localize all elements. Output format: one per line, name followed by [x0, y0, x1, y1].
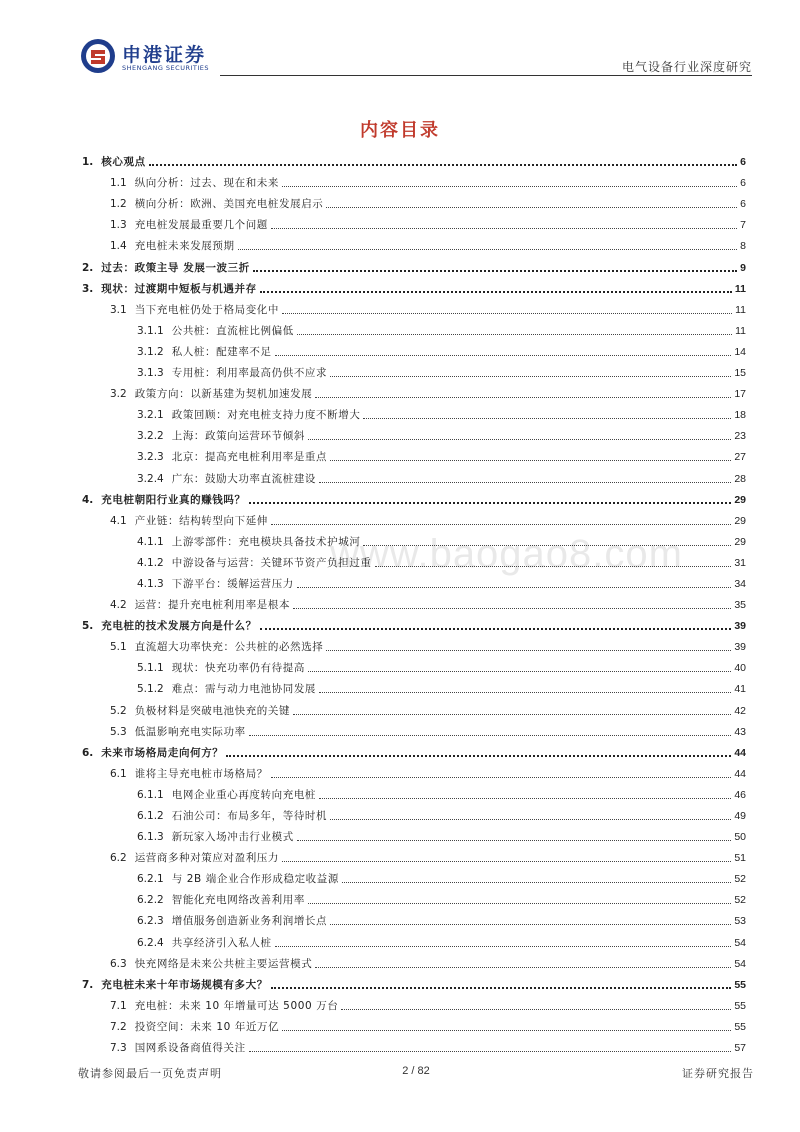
toc-entry-title: 过去：政策主导 发展一波三折 — [101, 261, 250, 274]
toc-entry-page: 27 — [734, 451, 746, 464]
toc-entry-title: 低温影响充电实际功率 — [134, 725, 246, 738]
toc-entry-number: 1.2 — [110, 198, 127, 211]
toc-entry-number: 6.2.2 — [137, 894, 164, 907]
toc-entry-number: 5.2 — [110, 704, 127, 717]
toc-entry[interactable] — [82, 148, 746, 169]
toc-entry[interactable] — [82, 907, 746, 928]
toc-entry-number: 7.3 — [110, 1042, 127, 1055]
toc-entry-page: 8 — [740, 240, 746, 253]
toc-entry-title: 共享经济引入私人桩 — [171, 936, 272, 949]
toc-dot-leader — [271, 985, 732, 989]
toc-dot-leader — [319, 690, 731, 693]
logo-english-name: SHENGANG SECURITIES — [122, 64, 210, 72]
toc-dot-leader — [341, 1007, 731, 1010]
toc-dot-leader — [271, 522, 731, 525]
toc-dot-leader — [308, 901, 731, 904]
toc-entry-title: 政策回顾：对充电桩支持力度不断增大 — [171, 409, 361, 422]
toc-entry-number: 5. — [82, 620, 94, 633]
toc-entry-page: 29 — [734, 535, 746, 548]
toc-entry-page: 55 — [734, 999, 746, 1012]
toc-entry[interactable] — [82, 886, 746, 907]
toc-entry-number: 6.3 — [110, 957, 127, 970]
toc-entry-page: 28 — [734, 472, 746, 485]
toc-entry-title: 国网系设备商值得关注 — [134, 1042, 246, 1055]
toc-entry[interactable] — [82, 950, 746, 971]
toc-entry-number: 4.1.2 — [137, 556, 164, 569]
toc-entry-page: 35 — [734, 599, 746, 612]
toc-entry-number: 5.3 — [110, 725, 127, 738]
toc-dot-leader — [275, 353, 732, 356]
toc-entry-number: 7.1 — [110, 999, 127, 1012]
toc-entry-page: 54 — [734, 957, 746, 970]
toc-entry-number: 4. — [82, 493, 94, 506]
toc-entry-page: 40 — [734, 662, 746, 675]
toc-entry-title: 充电桩未来发展预期 — [134, 240, 235, 253]
toc-entry-page: 9 — [740, 261, 746, 274]
toc-entry-number: 1.4 — [110, 240, 127, 253]
toc-dot-leader — [326, 205, 737, 208]
toc-entry-title: 直流超大功率快充：公共桩的必然选择 — [134, 641, 324, 654]
toc-entry-number: 6.1.2 — [137, 810, 164, 822]
toc-entry-page: 17 — [734, 388, 746, 401]
page-number: 2 / 82 — [402, 1065, 430, 1077]
toc-entry-page: 18 — [734, 409, 746, 422]
toc-entry-number: 4.1.3 — [137, 577, 164, 590]
toc-entry-number: 6.2.3 — [137, 915, 164, 928]
page-title: 内容目录 — [360, 120, 440, 141]
toc-dot-leader — [330, 817, 731, 820]
toc-dot-leader — [319, 480, 731, 483]
toc-entry-page: 6 — [740, 198, 746, 211]
toc-entry[interactable] — [82, 654, 746, 675]
toc-entry-number: 6.2.4 — [137, 936, 164, 949]
toc-dot-leader — [342, 880, 731, 883]
toc-entry[interactable] — [82, 802, 746, 823]
toc-dot-leader — [249, 500, 732, 504]
toc-entry[interactable] — [82, 549, 746, 570]
toc-dot-leader — [271, 226, 737, 229]
toc-entry[interactable] — [82, 718, 746, 739]
toc-entry-page: 11 — [735, 303, 746, 316]
toc-entry-title: 政策方向：以新基建为契机加速发展 — [134, 388, 313, 401]
toc-entry-title: 纵向分析：过去、现在和未来 — [134, 177, 280, 190]
toc-entry-title: 与 2B 端企业合作形成稳定收益源 — [171, 873, 339, 886]
toc-entry-title: 石油公司：布局多年，等待时机 — [171, 810, 328, 822]
toc-entry-page: 7 — [740, 219, 746, 232]
toc-entry-page: 6 — [740, 156, 746, 169]
toc-entry-page: 34 — [734, 577, 746, 590]
toc-entry-title: 核心观点 — [101, 156, 146, 169]
toc-entry-page: 55 — [734, 978, 746, 991]
toc-entry[interactable] — [82, 422, 746, 443]
toc-dot-leader — [275, 944, 732, 947]
toc-dot-leader — [293, 606, 731, 609]
toc-dot-leader — [260, 626, 732, 630]
toc-entry-number: 3.1.3 — [137, 367, 164, 380]
toc-dot-leader — [271, 775, 731, 778]
toc-dot-leader — [375, 564, 732, 567]
toc-entry-page: 41 — [734, 683, 746, 696]
toc-entry-number: 4.2 — [110, 599, 127, 612]
toc-entry-page: 42 — [734, 704, 746, 717]
toc-dot-leader — [308, 437, 731, 440]
toc-dot-leader — [297, 838, 731, 841]
toc-entry-page: 11 — [735, 324, 746, 337]
toc-entry-title: 中游设备与运营：关键环节资产负担过重 — [171, 556, 372, 569]
toc-entry-number: 5.1 — [110, 641, 127, 654]
toc-entry[interactable] — [82, 781, 746, 802]
toc-dot-leader — [282, 1028, 731, 1031]
toc-entry-title: 北京：提高充电桩利用率是重点 — [171, 451, 328, 464]
toc-entry-page: 29 — [734, 493, 746, 506]
toc-entry-number: 5.1.1 — [137, 662, 164, 675]
toc-entry-title: 快充网络是未来公共桩主要运营模式 — [134, 957, 313, 970]
toc-entry[interactable] — [82, 275, 746, 296]
toc-entry-title: 横向分析：欧洲、美国充电桩发展启示 — [134, 198, 324, 211]
toc-entry[interactable] — [82, 528, 746, 549]
toc-entry[interactable] — [82, 401, 746, 422]
toc-entry-title: 智能化充电网络改善利用率 — [171, 894, 305, 907]
toc-entry[interactable] — [82, 612, 746, 633]
toc-entry[interactable] — [82, 992, 746, 1013]
toc-dot-leader — [363, 416, 731, 419]
toc-entry-number: 3.2 — [110, 388, 127, 401]
toc-entry-title: 私人桩：配建率不足 — [171, 345, 272, 358]
toc-entry[interactable] — [82, 928, 746, 949]
toc-entry-title: 充电桩朝阳行业真的赚钱吗？ — [101, 493, 246, 506]
toc-entry-title: 广东：鼓励大功率直流桩建设 — [171, 472, 317, 485]
toc-entry[interactable] — [82, 464, 746, 485]
toc-entry-page: 46 — [734, 788, 746, 801]
toc-entry[interactable] — [82, 760, 746, 781]
toc-dot-leader — [293, 712, 731, 715]
footer-doc-type: 证券研究报告 — [682, 1067, 754, 1080]
toc-dot-leader — [282, 311, 732, 314]
logo-chinese-name: 申港证券 — [122, 44, 207, 66]
toc-entry-page: 29 — [734, 514, 746, 527]
toc-entry-title: 谁将主导充电桩市场格局？ — [134, 767, 268, 780]
toc-entry-title: 下游平台：缓解运营压力 — [171, 577, 294, 590]
toc-entry[interactable] — [82, 570, 746, 591]
toc-dot-leader — [308, 669, 731, 672]
toc-dot-leader — [330, 458, 731, 461]
toc-entry-title: 充电桩发展最重要几个问题 — [134, 219, 268, 232]
toc-entry-page: 39 — [734, 620, 746, 633]
toc-entry-title: 难点：需与动力电池协同发展 — [171, 683, 317, 696]
toc-entry-page: 44 — [734, 767, 746, 780]
toc-entry[interactable] — [82, 317, 746, 338]
toc-dot-leader — [315, 395, 731, 398]
toc-dot-leader — [330, 374, 731, 377]
toc-entry-page: 31 — [734, 556, 746, 569]
toc-entry-number: 1. — [82, 156, 94, 169]
toc-entry-page: 14 — [734, 345, 746, 358]
toc-entry-number: 7.2 — [110, 1020, 127, 1033]
toc-entry-page: 53 — [734, 915, 746, 928]
shengang-logo-icon — [80, 38, 116, 74]
toc-entry-title: 产业链：结构转型向下延伸 — [134, 514, 268, 527]
toc-entry[interactable] — [82, 823, 746, 844]
toc-dot-leader — [297, 332, 732, 335]
toc-entry[interactable] — [82, 232, 746, 253]
toc-entry-page: 55 — [734, 1020, 746, 1033]
toc-entry[interactable] — [82, 844, 746, 865]
toc-entry[interactable] — [82, 507, 746, 528]
toc-dot-leader — [249, 733, 732, 736]
toc-entry[interactable] — [82, 675, 746, 696]
toc-entry[interactable] — [82, 1013, 746, 1034]
toc-entry-page: 23 — [734, 430, 746, 443]
toc-dot-leader — [363, 543, 731, 546]
toc-dot-leader — [315, 965, 731, 968]
toc-entry-number: 3. — [82, 282, 94, 295]
toc-entry-number: 6. — [82, 746, 94, 759]
toc-dot-leader — [260, 289, 732, 293]
toc-entry[interactable] — [82, 190, 746, 211]
toc-entry-title: 上海：政策向运营环节倾斜 — [171, 430, 305, 443]
toc-entry-title: 未来市场格局走向何方？ — [101, 746, 224, 759]
report-category: 电气设备行业深度研究 — [621, 60, 752, 74]
toc-entry-page: 57 — [734, 1042, 746, 1055]
toc-entry-page: 43 — [734, 725, 746, 738]
toc-entry-title: 新玩家入场冲击行业模式 — [171, 831, 294, 844]
toc-entry-title: 充电桩：未来 10 年增量可达 5000 万台 — [134, 999, 339, 1012]
toc-entry-title: 投资空间：未来 10 年近万亿 — [134, 1020, 280, 1033]
toc-entry-number: 6.1 — [110, 767, 127, 780]
toc-entry-title: 电网企业重心再度转向充电桩 — [171, 788, 317, 801]
toc-entry[interactable] — [82, 169, 746, 190]
toc-entry[interactable] — [82, 865, 746, 886]
toc-entry[interactable] — [82, 591, 746, 612]
toc-entry-number: 4.1.1 — [137, 535, 164, 548]
toc-entry[interactable] — [82, 486, 746, 507]
toc-entry-page: 52 — [734, 873, 746, 886]
toc-entry-number: 6.2 — [110, 852, 127, 865]
header-divider — [220, 75, 752, 76]
toc-entry-page: 39 — [734, 641, 746, 654]
table-of-contents — [82, 148, 746, 1055]
toc-entry-page: 54 — [734, 936, 746, 949]
toc-dot-leader — [149, 162, 737, 166]
toc-entry-page: 11 — [734, 282, 746, 295]
toc-entry-title: 充电桩未来十年市场规模有多大？ — [101, 978, 268, 991]
toc-dot-leader — [326, 648, 731, 651]
toc-entry-number: 5.1.2 — [137, 683, 164, 696]
toc-entry-number: 6.1.3 — [137, 831, 164, 844]
toc-dot-leader — [330, 922, 731, 925]
toc-dot-leader — [253, 268, 737, 272]
toc-entry[interactable] — [82, 338, 746, 359]
toc-entry-title: 增值服务创造新业务利润增长点 — [171, 915, 328, 928]
toc-dot-leader — [238, 247, 738, 250]
toc-entry-number: 3.1.1 — [137, 324, 164, 337]
toc-entry-number: 6.1.1 — [137, 788, 164, 801]
toc-entry-number: 4.1 — [110, 514, 127, 527]
toc-entry-number: 2. — [82, 261, 94, 274]
toc-entry[interactable] — [82, 296, 746, 317]
toc-entry[interactable] — [82, 739, 746, 760]
toc-entry-number: 7. — [82, 978, 94, 991]
toc-entry[interactable] — [82, 696, 746, 717]
toc-entry[interactable] — [82, 211, 746, 232]
toc-entry-page: 15 — [734, 367, 746, 380]
watermark: www.baogao8.com — [330, 532, 683, 576]
toc-entry-title: 运营商多种对策应对盈利压力 — [134, 852, 280, 865]
toc-entry-title: 充电桩的技术发展方向是什么？ — [101, 620, 257, 633]
toc-entry-title: 运营：提升充电桩利用率是根本 — [134, 599, 291, 612]
page-header — [80, 38, 752, 78]
toc-entry[interactable] — [82, 380, 746, 401]
toc-entry-number: 3.2.4 — [137, 472, 164, 485]
toc-entry-page: 52 — [734, 894, 746, 907]
toc-entry[interactable] — [82, 253, 746, 274]
company-logo — [80, 38, 220, 78]
toc-entry-page: 49 — [734, 810, 746, 822]
toc-entry-number: 3.1 — [110, 303, 127, 316]
toc-entry-title: 现状：过渡期中短板与机遇并存 — [101, 282, 257, 295]
toc-entry-title: 公共桩：直流桩比例偏低 — [171, 324, 294, 337]
toc-entry[interactable] — [82, 971, 746, 992]
toc-entry-page: 6 — [740, 177, 746, 190]
toc-entry-number: 1.1 — [110, 177, 127, 190]
toc-entry-title: 专用桩：利用率最高仍供不应求 — [171, 367, 328, 380]
toc-entry[interactable] — [82, 1034, 746, 1055]
toc-entry-page: 51 — [734, 852, 746, 865]
toc-entry[interactable] — [82, 359, 746, 380]
toc-dot-leader — [282, 184, 737, 187]
toc-dot-leader — [226, 753, 731, 757]
toc-entry-number: 6.2.1 — [137, 873, 164, 886]
toc-dot-leader — [249, 1049, 732, 1052]
toc-entry-page: 50 — [734, 831, 746, 844]
toc-dot-leader — [319, 796, 731, 799]
toc-entry-title: 现状：快充功率仍有待提高 — [171, 662, 305, 675]
toc-entry-number: 3.2.3 — [137, 451, 164, 464]
toc-entry-number: 3.2.2 — [137, 430, 164, 443]
toc-entry-title: 当下充电桩仍处于格局变化中 — [134, 303, 280, 316]
toc-entry-number: 3.2.1 — [137, 409, 164, 422]
toc-entry-number: 3.1.2 — [137, 345, 164, 358]
toc-dot-leader — [282, 859, 731, 862]
toc-entry-page: 44 — [734, 746, 746, 759]
footer-disclaimer: 敬请参阅最后一页免责声明 — [78, 1067, 222, 1080]
toc-entry-title: 上游零部件：充电模块具备技术护城河 — [171, 535, 361, 548]
toc-entry[interactable] — [82, 633, 746, 654]
toc-dot-leader — [297, 585, 731, 588]
toc-entry-title: 负极材料是突破电池快充的关键 — [134, 704, 291, 717]
toc-entry[interactable] — [82, 443, 746, 464]
toc-entry-number: 1.3 — [110, 219, 127, 232]
